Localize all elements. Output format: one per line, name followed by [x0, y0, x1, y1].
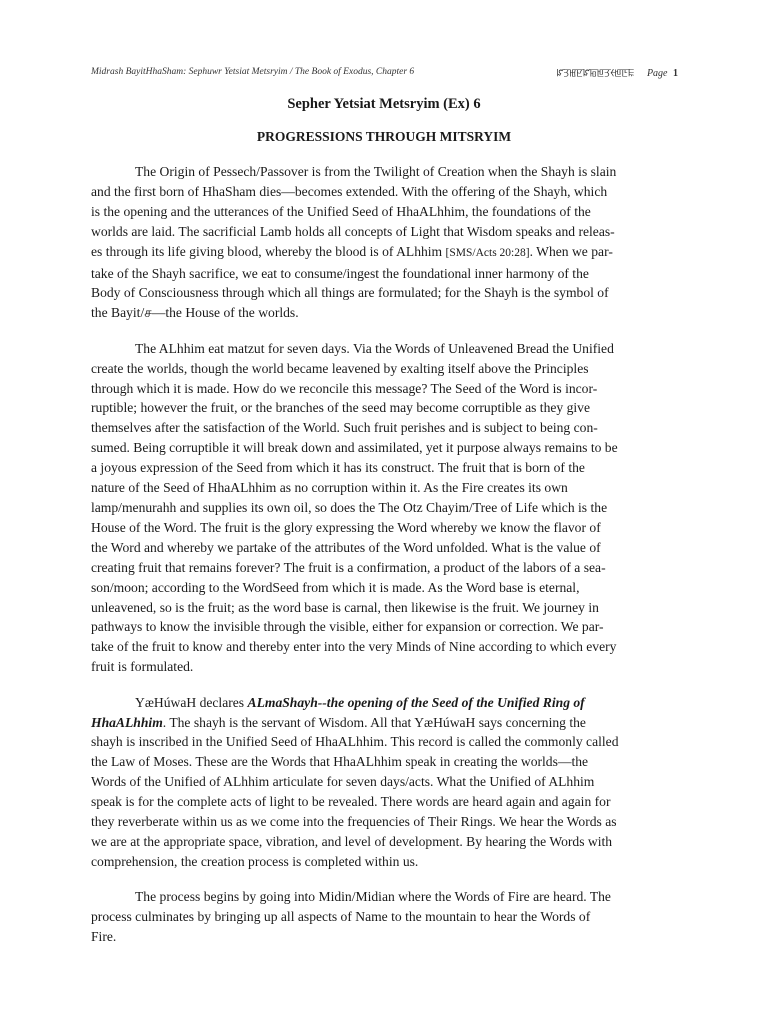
text-line: pathways to know the invisible through the visible, either for expansion or correction. We par- [91, 619, 604, 635]
text-segment: YæHúwaH declares [135, 694, 248, 710]
text-line: lamp/menurahh and supplies its own oil, so does the The Otz Chayim/Tree of Life which is the [91, 500, 608, 515]
text-line: is the opening and the utterances of the Unified Seed of HhaALhhim, the foundations of the [91, 203, 591, 219]
text-line: The Origin of Pessech/Passover is from the Twilight of Creation when the Shayh is slain [135, 164, 617, 179]
document-title: Sepher Yetsiat Metsryim (Ex) 6 [287, 96, 481, 112]
text-line: sumed. Being corruptible it will break down and assimilated, yet it purpose always remains to be [91, 440, 618, 456]
text-line: shayh is inscribed in the Unified Seed of HhaALhhim. This record is called the commonly called [91, 734, 619, 750]
text-line: the Bayit/ச—the House of the worlds. [91, 305, 299, 321]
page-header-right [556, 65, 678, 79]
text-line: we are at the appropriate space, vibration, and level of development. By hearing the Words with [91, 834, 613, 849]
text-line: ruptible; however the fruit, or the branches of the seed may become corruptible as they give [91, 400, 591, 416]
text-line: themselves after the satisfaction of the World. Such fruit perishes and is subject to being con- [91, 420, 598, 436]
text-line: and the first born of HhaSham dies—becomes extended. With the offering of the Shayh, which [91, 183, 608, 199]
text-line [91, 242, 654, 264]
text-line [91, 693, 654, 713]
text-line: The process begins by going into Midin/Midian where the Words of Fire are heard. The [135, 889, 611, 905]
emphasized-phrase: ALmaShayh--the opening of the Seed of the Unified Ring of [247, 694, 585, 710]
text-line: they reverberate within us as we come into the frequencies of Their Rings. We hear the Words as [91, 814, 617, 830]
paragraph-3 [91, 693, 654, 872]
paragraph-4 [91, 887, 654, 947]
page-number: 1 [673, 68, 678, 79]
text-line: son/moon; according to the WordSeed from which it is made. As the Word base is eternal, [91, 579, 580, 595]
text-line: comprehension, the creation process is completed within us. [91, 853, 419, 869]
text-line: the Word and whereby we partake of the attributes of the Word unfolded. What is the value of [91, 539, 601, 555]
text-line: take of the fruit to know and thereby enter into the very Minds of Nine according to which every [91, 639, 617, 655]
text-line: the Law of Moses. These are the Words that HhaALhhim speak in creating the worlds—the [91, 754, 589, 770]
text-segment: . The shayh is the servant of Wisdom. All that YæHúwaH says concerning the [162, 714, 586, 730]
paragraph-1 [91, 162, 654, 323]
text-line: speak is for the complete acts of light to be revealed. There words are heard again and again for [91, 794, 611, 810]
running-header: Midrash BayitHhaSham: Sephuwr Yetsiat Metsryim / The Book of Exodus, Chapter 6 [91, 67, 415, 77]
text-line: through which it is made. How do we reconcile this message? The Seed of the Word is incor- [91, 380, 598, 396]
text-line: Fire. [91, 929, 117, 945]
text-line: take of the Shayh sacrifice, we eat to consume/ingest the foundational inner harmony of the [91, 265, 589, 281]
text-line: unleavened, so is the fruit; as the word base is carnal, then likewise is the fruit. We journey in [91, 599, 599, 615]
text-line [91, 713, 654, 733]
text-line: create the worlds, though the world became leavened by exalting itself above the Principles [91, 360, 589, 376]
text-segment: . When we par- [529, 243, 613, 259]
text-line: House of the Word. The fruit is the glory expressing the Word whereby we know the flavor of [91, 519, 601, 535]
script-glyphs: ꡜꡗꡅꡢꡜꡂꡁꡗꡡꡁꡇꡀ [556, 68, 635, 79]
text-line: Words of the Unified of ALhhim articulate for seven days/acts. What the Unified of ALhhim [91, 774, 595, 790]
text-line: The ALhhim eat matzut for seven days. Via the Words of Unleavened Bread the Unified [135, 340, 614, 356]
text-line: process culminates by bringing up all aspects of Name to the mountain to hear the Words of [91, 909, 591, 925]
section-heading: PROGRESSIONS THROUGH MITSRYIM [256, 129, 512, 144]
page-label: Page [646, 68, 668, 79]
text-line: nature of the Seed of HhaALhhim as no corruption within it. As the Fire creates its own [91, 480, 568, 496]
text-line: a joyous expression of the Seed from which it has its construct. The fruit that is born of the [91, 460, 585, 476]
text-line: creating fruit that remains forever? The fruit is a confirmation, a product of the labors of a sea- [91, 559, 606, 575]
scripture-citation: [SMS/Acts 20:28] [445, 246, 530, 259]
text-line: worlds are laid. The sacrificial Lamb holds all concepts of Light that Wisdom speaks and releas- [91, 223, 615, 239]
text-segment: es through its life giving blood, whereby the blood is of ALhhim [91, 243, 446, 259]
emphasized-phrase: HhaALhhim [91, 714, 163, 730]
paragraph-2 [91, 339, 654, 677]
text-line: fruit is formulated. [91, 659, 194, 675]
text-line: Body of Consciousness through which all things are formulated; for the Shayh is the symbol of [91, 285, 609, 301]
body-text [91, 162, 654, 963]
